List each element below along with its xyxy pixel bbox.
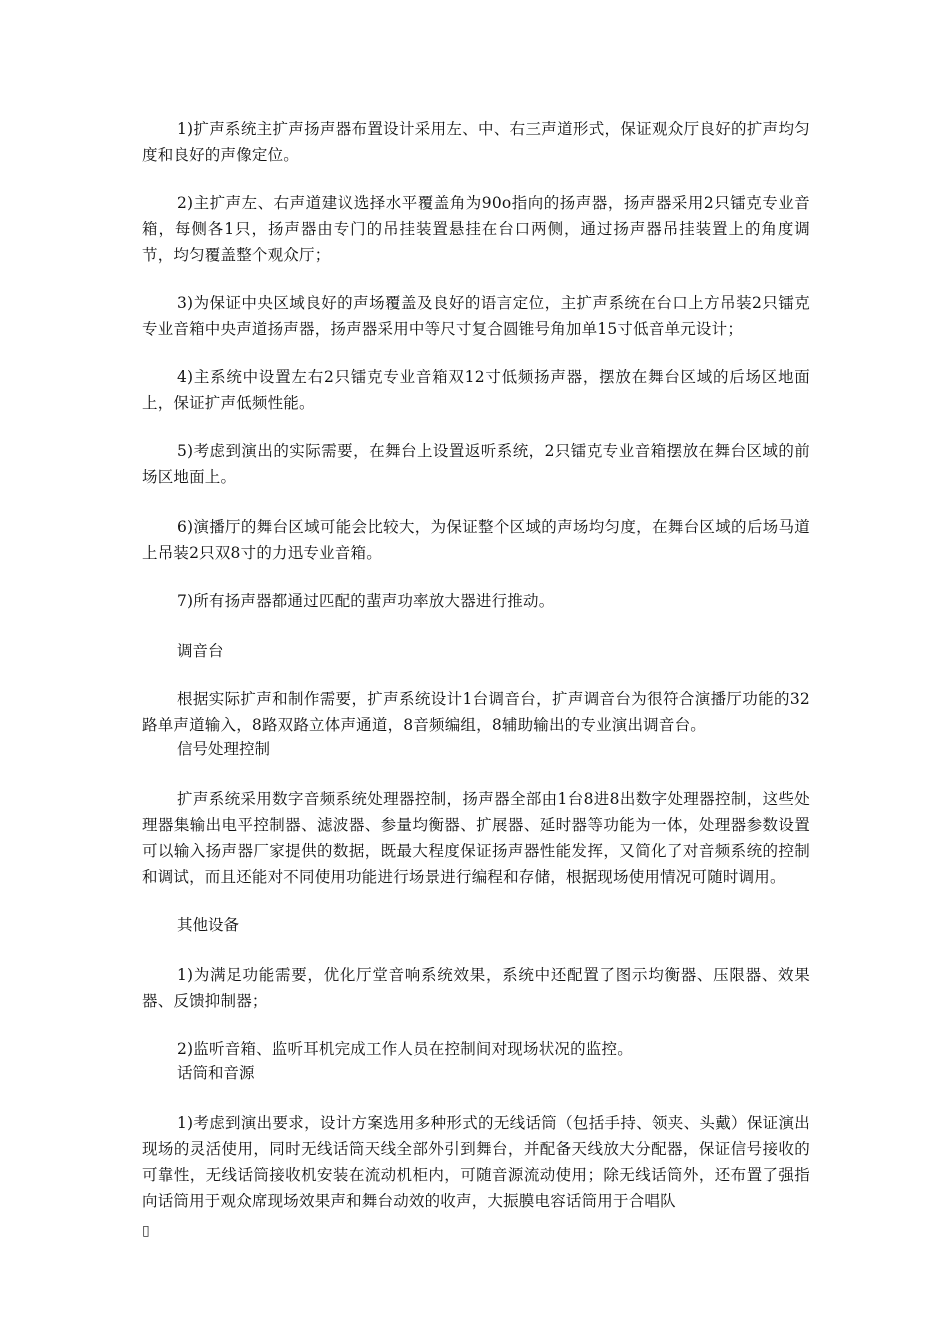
document-page <box>142 0 810 1344</box>
paragraph-other-equipment-2: 2)监听音箱、监听耳机完成工作人员在控制间对现场状况的监控。 <box>177 1040 633 1058</box>
paragraph-low-frequency: 4)主系统中设置左右2只镭克专业音箱双12寸低频扬声器，摆放在舞台区域的后场区地面上，保证扩声低频性能。 <box>142 368 810 412</box>
heading-other-equipment: 其他设备 <box>177 916 240 934</box>
heading-signal-processing: 信号处理控制 <box>177 740 271 758</box>
paragraph-amplifiers: 7)所有扬声器都通过匹配的蜚声功率放大器进行推动。 <box>177 592 555 610</box>
paragraph-rear-stage-speakers: 6)演播厅的舞台区域可能会比较大，为保证整个区域的声场均匀度，在舞台区域的后场马道上吊装2只双8寸的力迅专业音箱。 <box>142 518 810 562</box>
paragraph-mixing-console: 根据实际扩声和制作需要，扩声系统设计1台调音台，扩声调音台为很符合演播厅功能的32路单声道输入，8路双路立体声通道，8音频编组，8辅助输出的专业演出调音台。 <box>142 690 810 734</box>
paragraph-center-channel: 3)为保证中央区域良好的声场覆盖及良好的语言定位，主扩声系统在台口上方吊装2只镭克专业音箱中央声道扬声器，扬声器采用中等尺寸复合圆锥号角加单15寸低音单元设计； <box>142 294 810 338</box>
paragraph-monitor-system: 5)考虑到演出的实际需要，在舞台上设置返听系统，2只镭克专业音箱摆放在舞台区域的前场区地面上。 <box>142 442 810 486</box>
footer-placeholder-glyph: ▯ <box>142 1223 150 1239</box>
paragraph-microphones: 1)考虑到演出要求，设计方案选用多种形式的无线话筒（包括手持、领夹、头戴）保证演出现场的灵活使用，同时无线话筒天线全部外引到舞台，并配备天线放大分配器，保证信号接收的可靠性，无线话筒接收机安装在流动机柜内，可随音源流动使用；除无线话筒外，还布置了强指向话筒用于观众席现场效果声和舞台动效的收声，大振膜电容话筒用于合唱队 <box>142 1114 810 1210</box>
paragraph-main-speaker-layout: 1)扩声系统主扩声扬声器布置设计采用左、中、右三声道形式，保证观众厅良好的扩声均匀度和良好的声像定位。 <box>142 120 810 164</box>
heading-microphones-and-sources: 话筒和音源 <box>177 1064 255 1082</box>
paragraph-left-right-channels: 2)主扩声左、右声道建议选择水平覆盖角为90o指向的扬声器，扬声器采用2只镭克专业音箱，每侧各1只，扬声器由专门的吊挂装置悬挂在台口两侧，通过扬声器吊挂装置上的角度调节，均匀覆盖整个观众厅； <box>142 194 810 264</box>
paragraph-other-equipment-1: 1)为满足功能需要，优化厅堂音响系统效果，系统中还配置了图示均衡器、压限器、效果器、反馈抑制器； <box>142 966 810 1010</box>
paragraph-signal-processing: 扩声系统采用数字音频系统处理器控制，扬声器全部由1台8进8出数字处理器控制，这些处理器集输出电平控制器、滤波器、参量均衡器、扩展器、延时器等功能为一体，处理器参数设置可以输入扬声器厂家提供的数据，既最大程度保证扬声器性能发挥，又简化了对音频系统的控制和调试，而且还能对不同使用功能进行场景进行编程和存储，根据现场使用情况可随时调用。 <box>142 790 810 886</box>
heading-mixing-console: 调音台 <box>177 642 224 660</box>
